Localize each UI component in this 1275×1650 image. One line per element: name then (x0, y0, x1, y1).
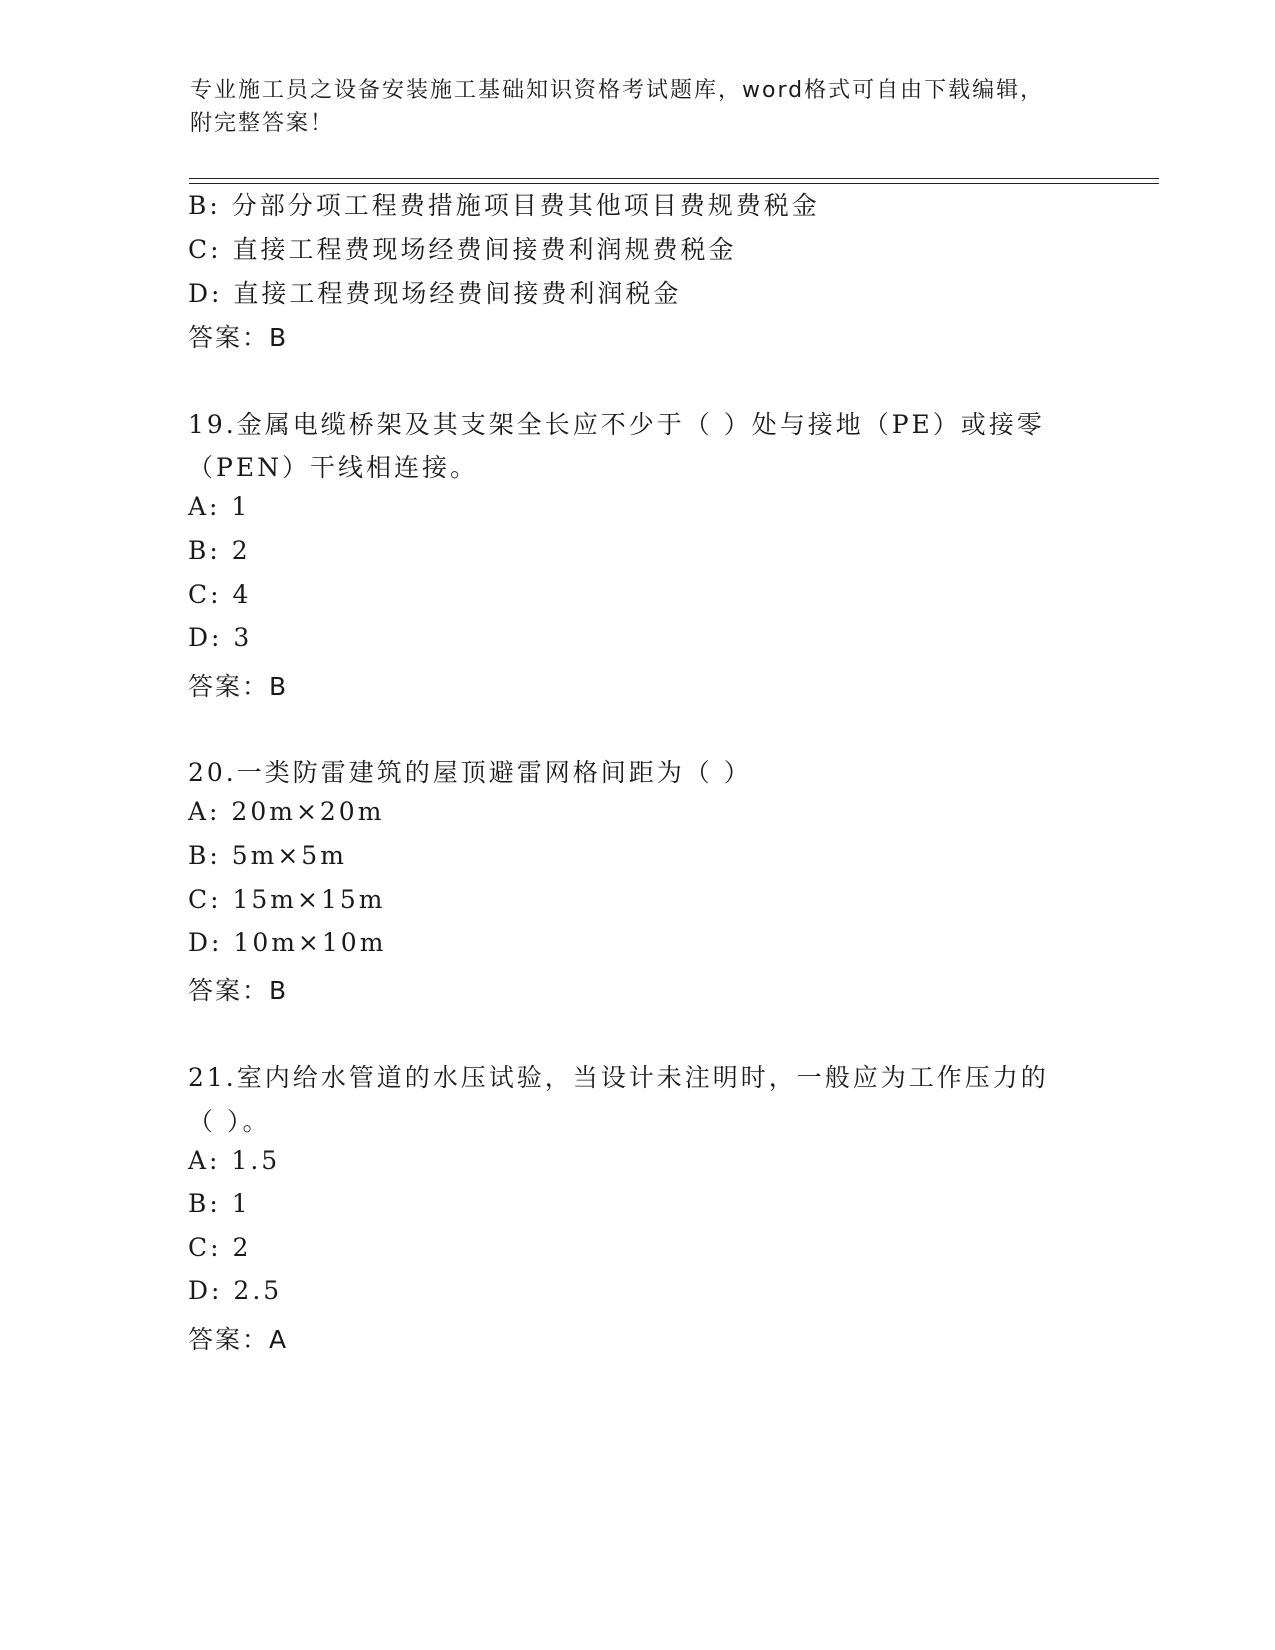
q19-answer: 答案：B (188, 672, 289, 701)
q19-stem-line-1: 19.金属电缆桥架及其支架全长应不少于（ ）处与接地（PE）或接零 (188, 410, 1045, 439)
q19-option-b: B: 2 (188, 536, 251, 565)
q20-option-a: A: 20m×20m (188, 797, 385, 826)
q21-option-c: C: 2 (188, 1233, 252, 1262)
q18-option-b: B: 分部分项工程费措施项目费其他项目费规费税金 (188, 191, 820, 220)
q21-stem-line-1: 21.室内给水管道的水压试验，当设计未注明时，一般应为工作压力的 (188, 1063, 1049, 1092)
header-line-1: 专业施工员之设备安装施工基础知识资格考试题库，word格式可自由下载编辑， (190, 78, 1045, 103)
q19-option-a: A: 1 (188, 492, 251, 521)
q19-option-d: D: 3 (188, 623, 253, 652)
q21-option-d: D: 2.5 (188, 1276, 283, 1305)
q20-stem-line-1: 20.一类防雷建筑的屋顶避雷网格间距为（ ） (188, 758, 752, 787)
q21-option-a: A: 1.5 (188, 1146, 281, 1175)
q21-option-b: B: 1 (188, 1189, 251, 1218)
q20-option-c: C: 15m×15m (188, 885, 386, 914)
q20-answer: 答案：B (188, 976, 289, 1005)
q18-option-d: D: 直接工程费现场经费间接费利润税金 (188, 279, 682, 308)
q18-option-c: C: 直接工程费现场经费间接费利润规费税金 (188, 235, 737, 264)
q20-option-b: B: 5m×5m (188, 841, 347, 870)
q19-option-c: C: 4 (188, 580, 252, 609)
q18-answer: 答案：B (188, 323, 289, 352)
q19-stem-line-2: （PEN）干线相连接。 (188, 453, 478, 482)
document-header (190, 74, 1090, 140)
header-divider-bottom (189, 183, 1159, 184)
header-line-2: 附完整答案！ (190, 111, 335, 136)
q21-answer: 答案：A (188, 1325, 289, 1354)
q20-option-d: D: 10m×10m (188, 928, 387, 957)
header-divider-top (189, 178, 1159, 179)
q21-stem-line-2: （ ）。 (188, 1107, 271, 1136)
